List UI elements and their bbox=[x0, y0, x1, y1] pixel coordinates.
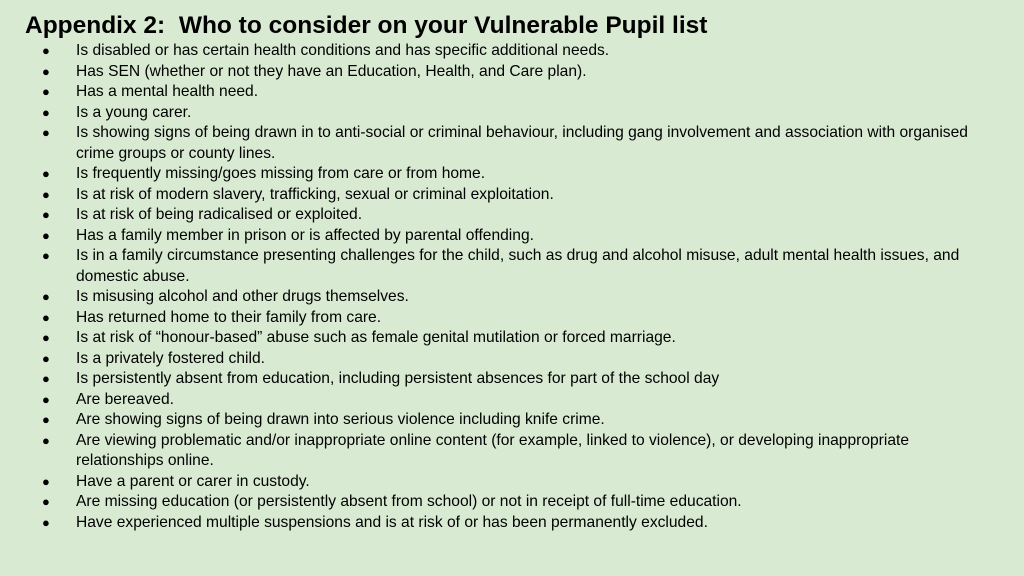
page-title: Appendix 2: Who to consider on your Vulnerable Pupil list bbox=[25, 12, 708, 39]
list-item bbox=[25, 472, 994, 493]
list-item bbox=[25, 226, 994, 247]
list-item-text: Is disabled or has certain health conditions and has specific additional needs. bbox=[76, 42, 610, 59]
list-item-text: Is showing signs of being drawn in to anti-social or criminal behaviour, including gang involvement and association with organised crime groups or county lines. bbox=[76, 124, 968, 162]
list-item-text: Has a family member in prison or is affected by parental offending. bbox=[76, 226, 534, 244]
list-item bbox=[25, 103, 994, 124]
list-item-text: Is persistently absent from education, including persistent absences for part of the school day bbox=[76, 370, 720, 387]
list-item-text: Are showing signs of being drawn into serious violence including knife crime. bbox=[76, 411, 605, 428]
list-item bbox=[25, 287, 994, 308]
list-item bbox=[25, 308, 994, 329]
list-item bbox=[25, 513, 994, 534]
bullet-icon: ● bbox=[42, 494, 50, 509]
bullet-icon: ● bbox=[42, 207, 50, 222]
bullet-icon: ● bbox=[42, 63, 50, 79]
bullet-icon: ● bbox=[42, 473, 50, 489]
list-item-text: Is a privately fostered child. bbox=[76, 349, 265, 367]
bullet-icon: ● bbox=[42, 514, 50, 530]
list-item-text: Is at risk of modern slavery, trafficking, sexual or criminal exploitation. bbox=[76, 185, 554, 203]
list-item bbox=[25, 164, 994, 185]
bullet-icon: ● bbox=[42, 186, 50, 202]
list-item-text: Has a mental health need. bbox=[76, 83, 259, 100]
list-item bbox=[25, 349, 994, 370]
list-item-text: Is a young carer. bbox=[76, 103, 192, 121]
list-item bbox=[25, 62, 994, 83]
list-item bbox=[25, 492, 994, 513]
bullet-icon: ● bbox=[42, 309, 50, 325]
list-item-text: Is at risk of being radicalised or exploited. bbox=[76, 206, 363, 223]
list-item bbox=[25, 410, 994, 431]
bullet-icon: ● bbox=[42, 289, 50, 304]
bullet-icon: ● bbox=[42, 248, 50, 263]
list-item bbox=[25, 431, 994, 472]
list-item bbox=[25, 82, 994, 103]
bullet-icon: ● bbox=[42, 371, 50, 386]
list-item bbox=[25, 328, 994, 349]
bullet-icon: ● bbox=[42, 350, 50, 366]
bullet-icon: ● bbox=[42, 84, 50, 99]
bullet-icon: ● bbox=[42, 43, 50, 58]
list-item-text: Is at risk of “honour-based” abuse such as female genital mutilation or forced marriage. bbox=[76, 329, 676, 346]
bullet-icon: ● bbox=[42, 166, 50, 181]
list-item-text: Have a parent or carer in custody. bbox=[76, 472, 310, 490]
list-item-text: Are missing education (or persistently absent from school) or not in receipt of full-time education. bbox=[76, 493, 742, 510]
list-item-text: Have experienced multiple suspensions and is at risk of or has been permanently excluded. bbox=[76, 513, 708, 531]
bullet-icon: ● bbox=[42, 227, 50, 243]
list-item bbox=[25, 369, 994, 390]
bullet-icon: ● bbox=[42, 125, 50, 140]
bullet-icon: ● bbox=[42, 104, 50, 120]
list-item-text: Is in a family circumstance presenting challenges for the child, such as drug and alcohol misuse, adult mental health issues, and domestic abuse. bbox=[76, 247, 960, 285]
list-item bbox=[25, 123, 994, 164]
bullet-icon: ● bbox=[42, 391, 50, 407]
bullet-icon: ● bbox=[42, 432, 50, 448]
bullet-icon: ● bbox=[42, 412, 50, 427]
list-item-text: Are bereaved. bbox=[76, 390, 174, 408]
list-item-text: Has SEN (whether or not they have an Education, Health, and Care plan). bbox=[76, 62, 587, 80]
bullet-icon: ● bbox=[42, 330, 50, 345]
list-item bbox=[25, 185, 994, 206]
vulnerable-pupil-criteria-list bbox=[25, 41, 994, 533]
list-item-text: Are viewing problematic and/or inappropriate online content (for example, linked to violence), or developing inappropriate relationships online. bbox=[76, 431, 910, 469]
list-item-text: Is misusing alcohol and other drugs themselves. bbox=[76, 288, 409, 305]
list-item bbox=[25, 390, 994, 411]
list-item bbox=[25, 246, 994, 287]
list-item bbox=[25, 205, 994, 226]
list-item-text: Is frequently missing/goes missing from care or from home. bbox=[76, 165, 486, 182]
list-item-text: Has returned home to their family from care. bbox=[76, 308, 382, 326]
list-item bbox=[25, 41, 994, 62]
